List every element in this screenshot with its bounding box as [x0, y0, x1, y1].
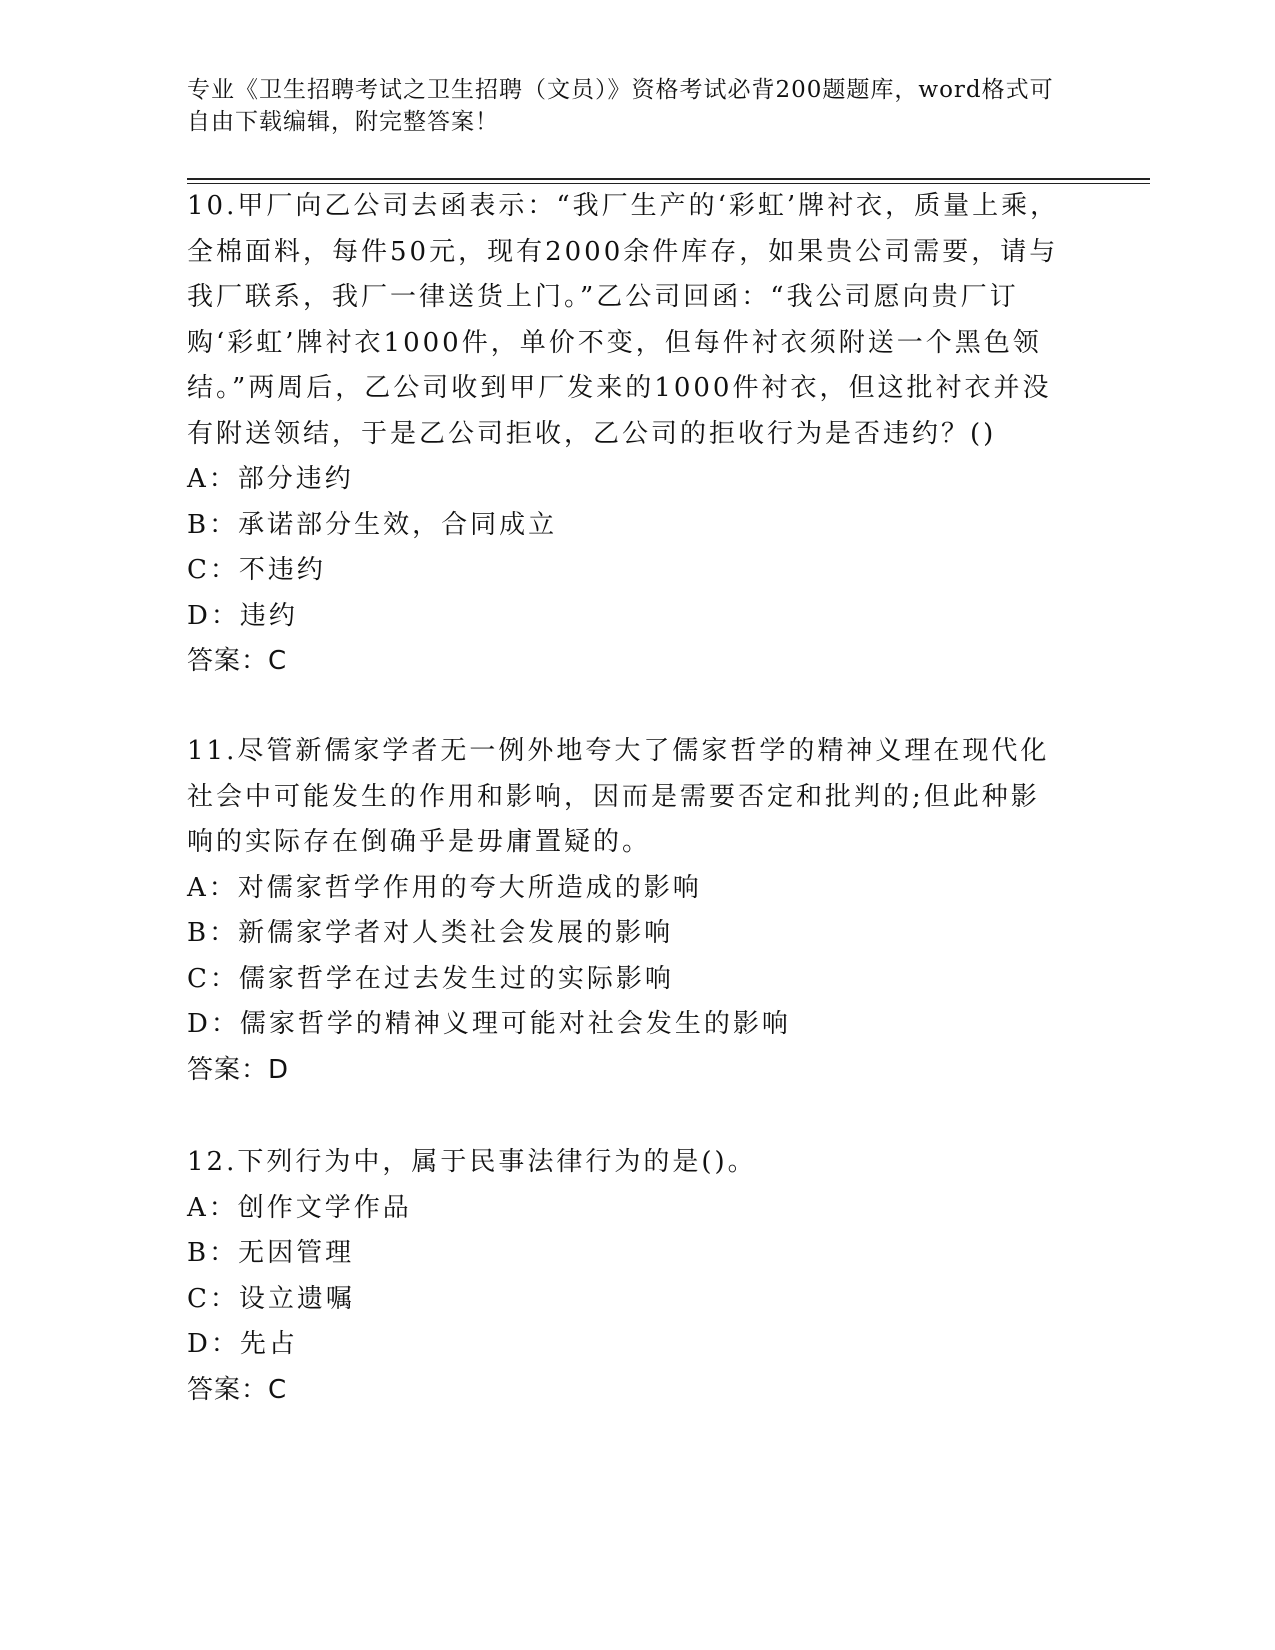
option-b: B：无因管理 [187, 1238, 355, 1268]
option-a: A：对儒家哲学作用的夸大所造成的影响 [187, 872, 702, 903]
option-d: D：先占 [187, 1329, 298, 1359]
option-c: C：不违约 [187, 555, 326, 585]
question-12 [187, 1140, 1067, 1413]
question-11 [187, 729, 1067, 1093]
answer-line: 答案：D [187, 1054, 290, 1085]
option-b: B：新儒家学者对人类社会发展的影响 [187, 918, 674, 948]
option-a: A：部分违约 [187, 464, 354, 494]
option-b: B：承诺部分生效，合同成立 [187, 509, 558, 540]
option-d: D：违约 [187, 600, 298, 631]
option-c: C：设立遗嘱 [187, 1283, 355, 1314]
option-d: D：儒家哲学的精神义理可能对社会发生的影响 [187, 1009, 791, 1039]
question-stem: 10.甲厂向乙公司去函表示：“我厂生产的‘彩虹’牌衬衣，质量上乘，全棉面料，每件50元，现有2000余件库存，如果贵公司需要，请与我厂联系，我厂一律送货上门。”乙公司回函：“我公司愿向贵厂订购‘彩虹’牌衬衣1000件，单价不变，但每件衬衣须附送一个黑色领结。”两周后，乙公司收到甲厂发来的1000件衬衣，但这批衬衣并没有附送领结，于是乙公司拒收，乙公司的拒收行为是否违约？() [187, 191, 1060, 449]
option-c: C：儒家哲学在过去发生过的实际影响 [187, 963, 674, 994]
answer-line: 答案：C [187, 646, 288, 676]
document-header-text: 专业《卫生招聘考试之卫生招聘（文员）》资格考试必背200题题库，word格式可自由下载编辑，附完整答案！ [187, 77, 1054, 135]
answer-line: 答案：C [187, 1374, 288, 1405]
question-10 [187, 184, 1067, 685]
question-stem: 11.尽管新儒家学者无一例外地夸大了儒家哲学的精神义理在现代化社会中可能发生的作用和影响，因而是需要否定和批判的;但此种影响的实际存在倒确乎是毋庸置疑的。 [187, 736, 1050, 857]
question-stem: 12.下列行为中，属于民事法律行为的是()。 [187, 1147, 757, 1177]
option-a: A：创作文学作品 [187, 1192, 412, 1223]
